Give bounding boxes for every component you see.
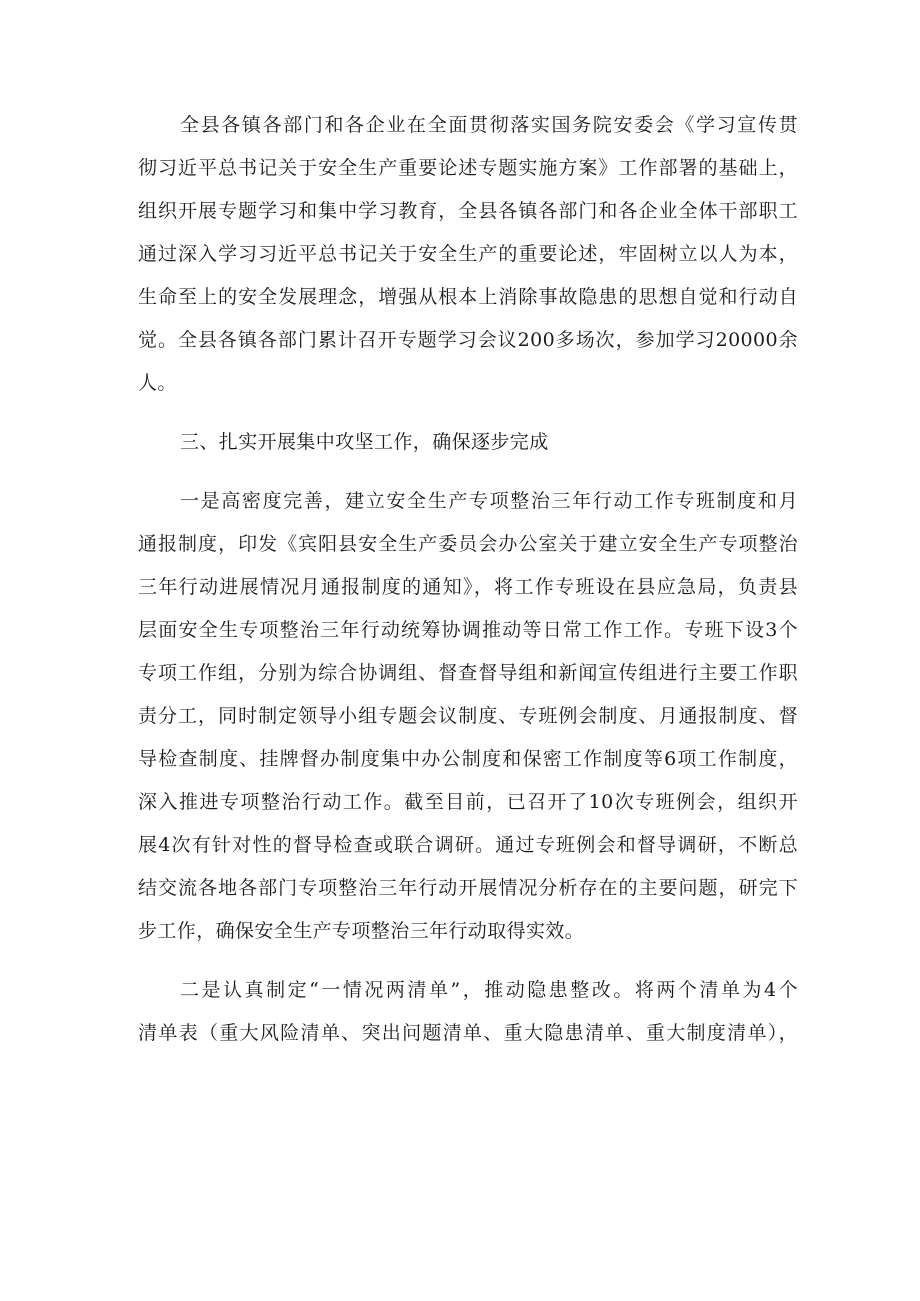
heading-text: 三、扎实开展集中攻坚工作，确保逐步完成 (180, 431, 549, 453)
text-line: 生命至上的安全发展理念，增强从根本上消除事故隐患的思想自觉和行动自 (138, 286, 798, 308)
text-line: 清单表（重大风险清单、突出问题清单、重大隐患清单、重大制度清单）， (138, 1022, 798, 1044)
section-heading (138, 421, 798, 464)
text-line: 彻习近平总书记关于安全生产重要论述专题实施方案》工作部署的基础上， (138, 157, 798, 179)
text-line: 深入推进专项整治行动工作。截至目前，已召开了10次专班例会，组织开 (138, 791, 798, 813)
text-line: 组织开展专题学习和集中学习教育，全县各镇各部门和各企业全体干部职工 (138, 200, 798, 222)
text-line: 一是高密度完善，建立安全生产专项整治三年行动工作专班制度和月 (180, 490, 798, 512)
text-line: 结交流各地各部门专项整治三年行动开展情况分析存在的主要问题，研完下 (138, 877, 798, 899)
text-line: 二是认真制定“一情况两清单”，推动隐患整改。将两个清单为4个 (180, 979, 798, 1001)
text-line: 通报制度，印发《宾阳县安全生产委员会办公室关于建立安全生产专项整治 (138, 533, 798, 555)
paragraph-task-force (138, 480, 798, 953)
text-line: 展4次有针对性的督导检查或联合调研。通过专班例会和督导调研，不断总 (138, 834, 798, 856)
text-line: 全县各镇各部门和各企业在全面贯彻落实国务院安委会《学习宣传贯 (180, 114, 798, 136)
text-line: 导检查制度、挂牌督办制度集中办公制度和保密工作制度等6项工作制度， (138, 748, 798, 770)
text-line: 责分工，同时制定领导小组专题会议制度、专班例会制度、月通报制度、督 (138, 705, 798, 727)
paragraph-checklists (138, 969, 798, 1055)
text-line: 三年行动进展情况月通报制度的通知》，将工作专班设在县应急局，负责县 (138, 576, 798, 598)
paragraph-study (138, 104, 798, 405)
text-line: 人。 (138, 372, 177, 394)
text-line: 步工作，确保安全生产专项整治三年行动取得实效。 (138, 920, 585, 942)
text-line: 专项工作组，分别为综合协调组、督查督导组和新闻宣传组进行主要工作职 (138, 662, 798, 684)
document-body (138, 104, 798, 1071)
text-line: 觉。全县各镇各部门累计召开专题学习会议200多场次，参加学习20000余 (138, 329, 798, 351)
text-line: 层面安全生专项整治三年行动统筹协调推动等日常工作工作。专班下设3个 (138, 619, 798, 641)
text-line: 通过深入学习习近平总书记关于安全生产的重要论述，牢固树立以人为本， (138, 243, 798, 265)
